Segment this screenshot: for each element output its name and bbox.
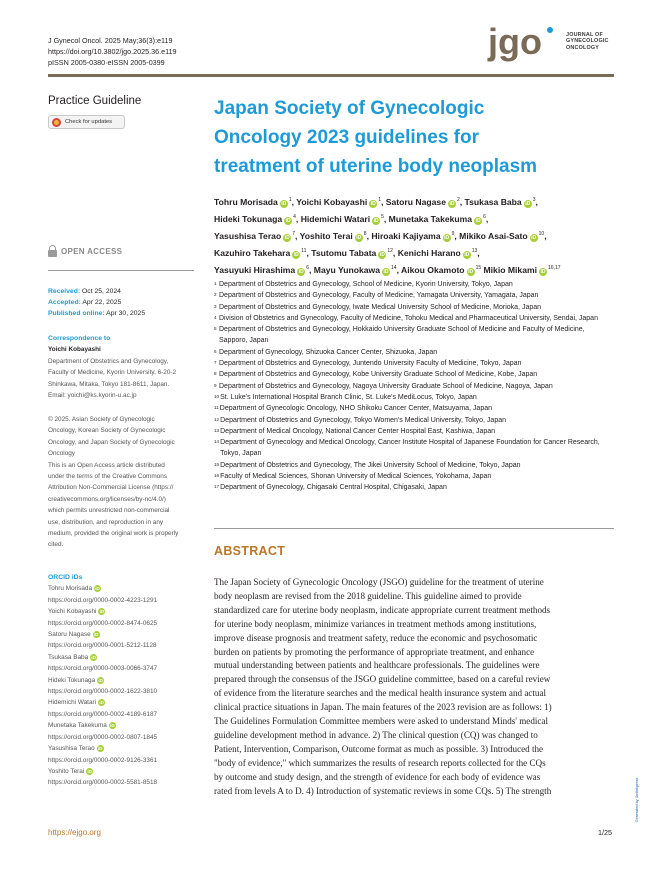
check-updates-button[interactable] xyxy=(48,115,125,129)
author-name: Yasushisa Terao xyxy=(214,231,282,242)
orcid-author: Hidemichi Watari xyxy=(48,699,97,707)
affiliation xyxy=(214,392,614,403)
author-name: Tsutomu Tabata xyxy=(311,248,377,259)
affiliation-text: Department of Gynecologic Oncology, NHO Shikoku Cancer Center, Matsuyama, Japan xyxy=(219,405,493,413)
author xyxy=(484,265,561,275)
orcid-icon[interactable]: iD xyxy=(531,235,537,242)
license-line: cited. xyxy=(48,541,64,549)
abstract-line: body neoplasm are revised from the 2018 guideline. This guideline aimed to provide xyxy=(214,590,522,601)
orcid-icon[interactable]: iD xyxy=(525,201,531,207)
affiliation xyxy=(214,426,614,437)
logo-line: GYNECOLOGIC xyxy=(566,38,609,45)
orcid-icon[interactable]: iD xyxy=(87,768,92,774)
author-name: Hiroaki Kajiyama xyxy=(371,231,441,242)
abstract-line: burden on patients by promoting the performance of appropriate treatment, and enhance xyxy=(214,646,535,657)
orcid-url-link[interactable]: https://orcid.org/0000-0001-5212-1128 xyxy=(48,642,157,650)
affiliation-text: Faculty of Medical Sciences, Shonan University of Medical Sciences, Yokohama, Japan xyxy=(220,473,492,481)
affiliation xyxy=(214,437,614,460)
orcid-author: Yasushisa Terao xyxy=(48,745,95,753)
license-line: medium, provided the original work is properly xyxy=(48,530,179,538)
separator: , xyxy=(454,231,457,242)
author-name: Hideki Tokunaga xyxy=(214,214,283,225)
author-name: Kenichi Harano xyxy=(397,248,461,259)
abstract-line: clinical practice situations in Japan. The main features of the 2023 revision are as follows: 1) xyxy=(214,702,552,713)
author xyxy=(459,231,546,241)
orcid-icon[interactable]: iD xyxy=(281,201,287,207)
orcid-url-link[interactable]: https://orcid.org/0000-0002-4223-1291 xyxy=(48,596,158,604)
orcid-entry-name xyxy=(48,652,204,663)
affiliation-number: 14 xyxy=(214,439,220,445)
header-divider xyxy=(48,74,614,77)
abstract-line: prepared through the consensus of the JSGO guideline committee, based on a careful review xyxy=(214,674,551,685)
author xyxy=(296,197,383,207)
author-line xyxy=(214,227,619,244)
affiliation xyxy=(214,415,614,426)
license-line: © 2025. Asian Society of Gynecologic xyxy=(48,416,155,423)
orcid-url-link[interactable]: https://orcid.org/0000-0003-0066-3747 xyxy=(48,665,158,673)
orcid-icon[interactable]: iD xyxy=(298,269,304,276)
abstract-line: rated from levels A to D. 4) Introduction of systematic reviews in some CQs. 5) The strength xyxy=(214,785,552,796)
affiliation-ref: 8 xyxy=(363,231,367,238)
abstract-line: guideline development method in advance. 2) The clinical question (CQ) was changed to xyxy=(214,729,538,740)
abstract-line: The Guidelines Formulation Committee members were asked to understand Minds' medical xyxy=(214,716,548,727)
orcid-icon[interactable]: iD xyxy=(540,269,546,276)
author-line xyxy=(214,210,619,227)
abstract-line: The Japan Society of Gynecologic Oncology (JSGO) guideline for the treatment of uterine xyxy=(214,577,544,587)
license-line: use, distribution, and reproduction in any xyxy=(48,518,164,526)
affiliation-text: Department of Obstetrics and Gynecology, Kobe University Graduate School of Medicine, Kobe, Japan xyxy=(219,371,538,379)
title-line: Oncology 2023 guidelines for xyxy=(214,127,480,148)
license-line: Oncology, Korean Society of Gynecologic xyxy=(48,427,166,435)
orcid-author: Tohru Morisada xyxy=(48,585,93,593)
author xyxy=(386,197,462,207)
side-watermark-text: Generated by Xmlinkpress xyxy=(635,777,639,823)
orcid-icon[interactable]: iD xyxy=(97,746,103,752)
abstract-line: "body of evidence," which summarizes the results of research reports collected for the CQs xyxy=(214,757,546,768)
author xyxy=(214,265,311,275)
affiliation-number: 13 xyxy=(214,427,220,433)
separator: , xyxy=(477,248,480,259)
affiliation-ref: 6 xyxy=(483,214,486,221)
affiliation-ref: 15 xyxy=(475,265,482,272)
author-name: Tohru Morisada xyxy=(214,197,278,207)
footer-url-link[interactable]: https://ejgo.org xyxy=(48,828,101,837)
orcid-icon[interactable]: iD xyxy=(464,252,470,259)
author xyxy=(389,214,489,224)
author xyxy=(214,214,298,224)
affiliation xyxy=(214,347,614,358)
affiliation-text: Department of Obstetrics and Gynecology, Hokkaido University Graduate School of Medicine and Faculty of Medicine, Sapporo, Japan xyxy=(219,326,585,345)
affiliation-ref: 1 xyxy=(378,197,382,203)
author xyxy=(214,231,297,241)
separator: , xyxy=(544,231,547,242)
author xyxy=(214,248,309,258)
issn: pISSN 2005-0380·eISSN 2005-0399 xyxy=(48,58,165,67)
author xyxy=(371,231,456,241)
orcid-icon[interactable]: iD xyxy=(95,586,100,592)
affiliation-number: 8 xyxy=(214,371,217,377)
orcid-icon[interactable]: iD xyxy=(91,654,96,660)
affiliation-number: 9 xyxy=(214,382,217,388)
orcid-url-link[interactable]: https://orcid.org/0000-0002-4189-6187 xyxy=(48,710,158,718)
author xyxy=(398,248,480,258)
author xyxy=(300,231,369,241)
orcid-author: Yoichi Kobayashi xyxy=(48,608,97,616)
separator: , xyxy=(392,248,396,259)
affiliation xyxy=(214,290,614,301)
orcid-entry-name xyxy=(48,629,204,640)
orcid-entry-name xyxy=(48,743,204,754)
affiliation xyxy=(214,324,614,347)
affiliation-ref: 13 xyxy=(471,248,478,255)
date-row: Received: Oct 25, 2024 xyxy=(48,288,121,295)
orcid-author: Hideki Tokunaga xyxy=(48,676,96,684)
separator: , xyxy=(459,197,463,207)
correspondence-line: Department of Obstetrics and Gynecology, xyxy=(48,357,169,365)
orcid-entry-name xyxy=(48,675,204,686)
correspondence-name: Yoichi Kobayashi xyxy=(48,346,101,354)
author-name: Yoichi Kobayashi xyxy=(296,197,368,207)
affiliation-text: Department of Medical Oncology, National Cancer Center Hospital East, Kashiwa, Japan xyxy=(220,427,496,435)
affiliation-text: Department of Obstetrics and Gynecology, Iwate Medical University School of Medicine, Morioka, Japan xyxy=(219,303,542,311)
separator: , xyxy=(396,265,399,276)
orcid-icon[interactable]: iD xyxy=(284,235,290,242)
separator: , xyxy=(381,197,384,207)
title-line: Japan Society of Gynecologic xyxy=(214,98,485,119)
abstract-line: standardized care for uterine body neoplasm, indicate appropriate current treatment methods xyxy=(214,604,551,615)
separator: , xyxy=(535,197,538,207)
correspondence-line: Faculty of Medicine, Kyorin University, 6-20-2 xyxy=(48,369,177,377)
license-line: Oncology, and Japan Society of Gynecologic xyxy=(48,438,175,446)
orcid-list xyxy=(48,583,204,788)
journal-citation-block xyxy=(48,35,177,68)
page-number: 1/25 xyxy=(598,828,612,837)
affiliation-text: Department of Gynecology and Medical Oncology, Cancer Institute Hospital of Japanese Foundation for Cancer Research, Tokyo, Japan xyxy=(220,439,600,458)
abstract-line: mutual understanding between patients and healthcare professionals. The guidelines were xyxy=(214,660,540,671)
affiliation-text: Department of Obstetrics and Gynecology, The Jikei University School of Medicine, Tokyo, Japan xyxy=(220,461,521,469)
article-type: Practice Guideline xyxy=(48,95,142,107)
affiliation-text: Department of Obstetrics and Gynecology, Juntendo University Faculty of Medicine, Tokyo, Japan xyxy=(219,360,522,368)
author-name: Aikou Okamoto xyxy=(401,265,465,276)
abstract-line: Patient, Intervention, Comparison, Outcome format as much as possible. 3) Introduced the xyxy=(214,743,544,754)
author-name: Kazuhiro Takehara xyxy=(214,248,291,259)
author-name: Satoru Nagase xyxy=(385,197,446,207)
author xyxy=(465,197,538,207)
affiliation-ref: 12 xyxy=(387,248,393,255)
correspondence-email[interactable]: Email: yoichi@ks.kyorin-u.ac.jp xyxy=(48,392,137,400)
affiliation-number: 4 xyxy=(214,314,217,320)
doi-link[interactable]: https://doi.org/10.3802/jgo.2025.36.e119 xyxy=(48,47,177,56)
affiliation xyxy=(214,381,614,392)
affiliation-text: Department of Obstetrics and Gynecology, Nagoya University Graduate School of Medicine, Nagoya, Japan xyxy=(219,382,553,390)
logo-wordmark xyxy=(566,32,609,51)
affiliation xyxy=(214,313,614,324)
separator: , xyxy=(291,197,294,207)
license-line: This is an Open Access article distributed xyxy=(48,461,165,469)
orcid-icon[interactable]: iD xyxy=(110,723,115,729)
orcid-icon[interactable]: iD xyxy=(99,609,105,615)
affiliation-number: 11 xyxy=(214,405,219,411)
logo-mark-text: jgo xyxy=(488,22,542,62)
author xyxy=(214,197,294,207)
separator: , xyxy=(485,214,489,225)
orcid-icon[interactable]: iD xyxy=(444,235,450,242)
open-lock-icon xyxy=(48,245,57,257)
open-access-badge xyxy=(48,245,122,257)
license-line: which permits unrestricted non-commercial xyxy=(48,507,170,515)
orcid-icon[interactable]: iD xyxy=(285,218,291,225)
citation: J Gynecol Oncol. 2025 May;36(3):e119 xyxy=(48,36,173,45)
orcid-url-link[interactable]: https://orcid.org/0000-0002-0807-1845 xyxy=(48,733,158,741)
affiliation xyxy=(214,403,614,414)
affiliation-text: Department of Gynecology, Chigasaki Central Hospital, Chigasaki, Japan xyxy=(220,484,447,492)
affiliation-ref: 1 xyxy=(288,197,292,203)
date-row: Published online: Apr 30, 2025 xyxy=(48,309,146,317)
abstract-body xyxy=(214,576,615,799)
orcid-icon[interactable]: iD xyxy=(373,218,379,225)
orcid-icon[interactable]: iD xyxy=(99,700,104,706)
orcid-entry-name xyxy=(48,697,204,708)
journal-logo xyxy=(486,22,616,66)
orcid-heading: ORCID iDs xyxy=(48,574,83,581)
affiliation xyxy=(214,279,614,290)
license-block xyxy=(48,414,204,551)
abstract-line: for uterine body neoplasm, minimize variances in treatment methods among institutions, xyxy=(214,618,537,629)
separator: , xyxy=(295,214,299,225)
orcid-icon[interactable]: iD xyxy=(379,252,385,259)
orcid-icon[interactable]: iD xyxy=(449,201,455,207)
separator: , xyxy=(366,231,369,242)
affiliation-number: 3 xyxy=(214,303,217,309)
orcid-url-link[interactable]: https://orcid.org/0000-0002-8474-0625 xyxy=(48,619,158,627)
affiliation-number: 12 xyxy=(214,416,220,422)
sidebar-divider xyxy=(48,270,194,271)
separator: , xyxy=(294,231,298,242)
separator: , xyxy=(306,248,309,259)
orcid-icon[interactable]: iD xyxy=(356,235,362,242)
affiliation-number: 1 xyxy=(214,281,217,286)
orcid-entry-name xyxy=(48,766,204,777)
orcid-icon[interactable]: iD xyxy=(293,252,299,259)
separator: , xyxy=(309,265,312,276)
affiliation xyxy=(214,369,614,380)
orcid-url-link[interactable]: https://orcid.org/0000-0002-9126-3361 xyxy=(48,756,158,764)
author-name: Yasuyuki Hirashima xyxy=(214,265,296,276)
affiliation-text: Department of Gynecology, Shizuoka Cancer Center, Shizuoka, Japan xyxy=(219,348,438,356)
license-line: Oncology xyxy=(48,450,75,458)
correspondence-line: Shinkawa, Mitaka, Tokyo 181-8611, Japan. xyxy=(48,380,170,388)
orcid-icon[interactable]: iD xyxy=(475,218,481,225)
affiliation-ref: 4 xyxy=(293,214,296,221)
affiliation-number: 17 xyxy=(214,484,220,490)
author-line xyxy=(214,261,619,278)
orcid-entry-name xyxy=(48,720,204,731)
orcid-icon[interactable]: iD xyxy=(370,201,376,207)
logo-line: JOURNAL OF xyxy=(566,32,603,38)
affiliation-number: 15 xyxy=(214,461,220,467)
author-name: Mayu Yunokawa xyxy=(313,265,381,276)
license-line: under the terms of the Creative Commons xyxy=(48,473,167,481)
open-access-label: OPEN ACCESS xyxy=(61,246,123,256)
author-name: Tsukasa Baba xyxy=(464,197,522,207)
orcid-author: Munetaka Takekuma xyxy=(48,722,107,730)
affiliation-ref: 7 xyxy=(292,231,295,238)
orcid-url-link[interactable]: https://orcid.org/0000-0002-5581-8518 xyxy=(48,779,158,787)
orcid-author: Tsukasa Baba xyxy=(48,653,89,661)
logo-line: ONCOLOGY xyxy=(566,44,600,51)
abstract-line: improve disease prognosis and treatment safety, reduce the economic and psychosomatic xyxy=(214,632,538,643)
correspondence-block xyxy=(48,333,200,401)
author-name: Mikio Mikami xyxy=(483,265,537,276)
affiliation-ref: 3 xyxy=(532,197,536,203)
affiliation xyxy=(214,302,614,313)
author-line xyxy=(214,193,619,210)
affiliation xyxy=(214,358,614,369)
affiliation-number: 7 xyxy=(214,360,217,366)
affiliation-ref: 11 xyxy=(301,248,307,255)
jgo-logo-icon xyxy=(486,22,560,66)
author xyxy=(311,248,395,258)
orcid-url-link[interactable]: https://orcid.org/0000-0002-1622-3810 xyxy=(48,688,158,696)
affiliation-number: 6 xyxy=(214,348,217,354)
author xyxy=(401,265,481,275)
author-name: Mikiko Asai-Sato xyxy=(459,231,528,242)
orcid-block xyxy=(48,572,204,789)
date-row: Accepted: Apr 22, 2025 xyxy=(48,298,122,306)
affiliation-ref: 5 xyxy=(381,214,384,221)
correspondence-heading: Correspondence to xyxy=(48,335,111,342)
abstract-line: by outcome and study design, and the strength of evidence for each body of evidence was xyxy=(214,771,541,782)
abstract-heading: ABSTRACT xyxy=(214,544,286,558)
separator: , xyxy=(383,214,387,225)
section-divider xyxy=(214,528,614,529)
check-updates-label: Check for updates xyxy=(65,119,113,125)
publication-dates xyxy=(48,287,145,319)
check-updates-icon xyxy=(52,118,61,127)
affiliation-number: 16 xyxy=(214,473,220,479)
author-line xyxy=(214,244,619,261)
abstract-line: of evidence from the literature searches and the medical health insurance system and actual xyxy=(214,688,547,699)
side-watermark xyxy=(632,768,642,838)
author-list xyxy=(214,193,619,278)
orcid-entry-name xyxy=(48,606,204,617)
affiliation-text: Department of Obstetrics and Gynecology, Tokyo Women's Medical University, Tokyo, Japan xyxy=(220,416,506,424)
orcid-author: Satoru Nagase xyxy=(48,631,91,639)
license-line: Attribution Non-Commercial License (https:// xyxy=(48,484,174,492)
author-name: Yoshito Terai xyxy=(299,231,353,242)
affiliation xyxy=(214,482,614,493)
affiliation-list xyxy=(214,279,614,494)
orcid-icon[interactable]: iD xyxy=(98,677,103,683)
orcid-author: Yoshito Terai xyxy=(48,767,85,775)
license-line: creativecommons.org/licenses/by-nc/4.0/) xyxy=(48,495,166,503)
author-name: Hidemichi Watari xyxy=(300,214,371,225)
affiliation-ref: 2 xyxy=(456,197,460,203)
orcid-entry-name xyxy=(48,583,204,594)
orcid-icon[interactable]: iD xyxy=(93,632,99,638)
orcid-icon[interactable]: iD xyxy=(383,269,389,276)
title-line: treatment of uterine body neoplasm xyxy=(214,156,538,177)
affiliation-text: Department of Obstetrics and Gynecology, School of Medicine, Kyorin University, Tokyo, Japan xyxy=(219,281,513,288)
affiliation-number: 5 xyxy=(214,326,217,332)
affiliation-text: Division of Obstetrics and Gynecology, Faculty of Medicine, Tohoku Medical and Pharmaceutical University, Sendai, Japan xyxy=(219,314,598,322)
affiliation-number: 10 xyxy=(214,393,220,399)
author-name: Munetaka Takekuma xyxy=(388,214,473,225)
orcid-icon[interactable]: iD xyxy=(468,269,474,276)
affiliation-text: Department of Obstetrics and Gynecology, Faculty of Medicine, Yamagata University, Yamagata, Japan xyxy=(219,292,539,300)
author xyxy=(301,214,387,224)
article-title xyxy=(214,94,614,181)
affiliation-number: 2 xyxy=(214,292,217,298)
affiliation-ref: 6 xyxy=(306,265,309,272)
affiliation-ref: 9 xyxy=(451,231,455,238)
affiliation-text: St. Luke's International Hospital Branch Clinic, St. Luke's MediLocus, Tokyo, Japan xyxy=(220,393,477,401)
author xyxy=(314,265,399,275)
affiliation xyxy=(214,471,614,482)
affiliation xyxy=(214,460,614,471)
affiliation-ref: 10 xyxy=(538,231,545,238)
affiliation-ref: 14 xyxy=(391,265,397,272)
affiliation-ref: 16,17 xyxy=(548,265,561,272)
